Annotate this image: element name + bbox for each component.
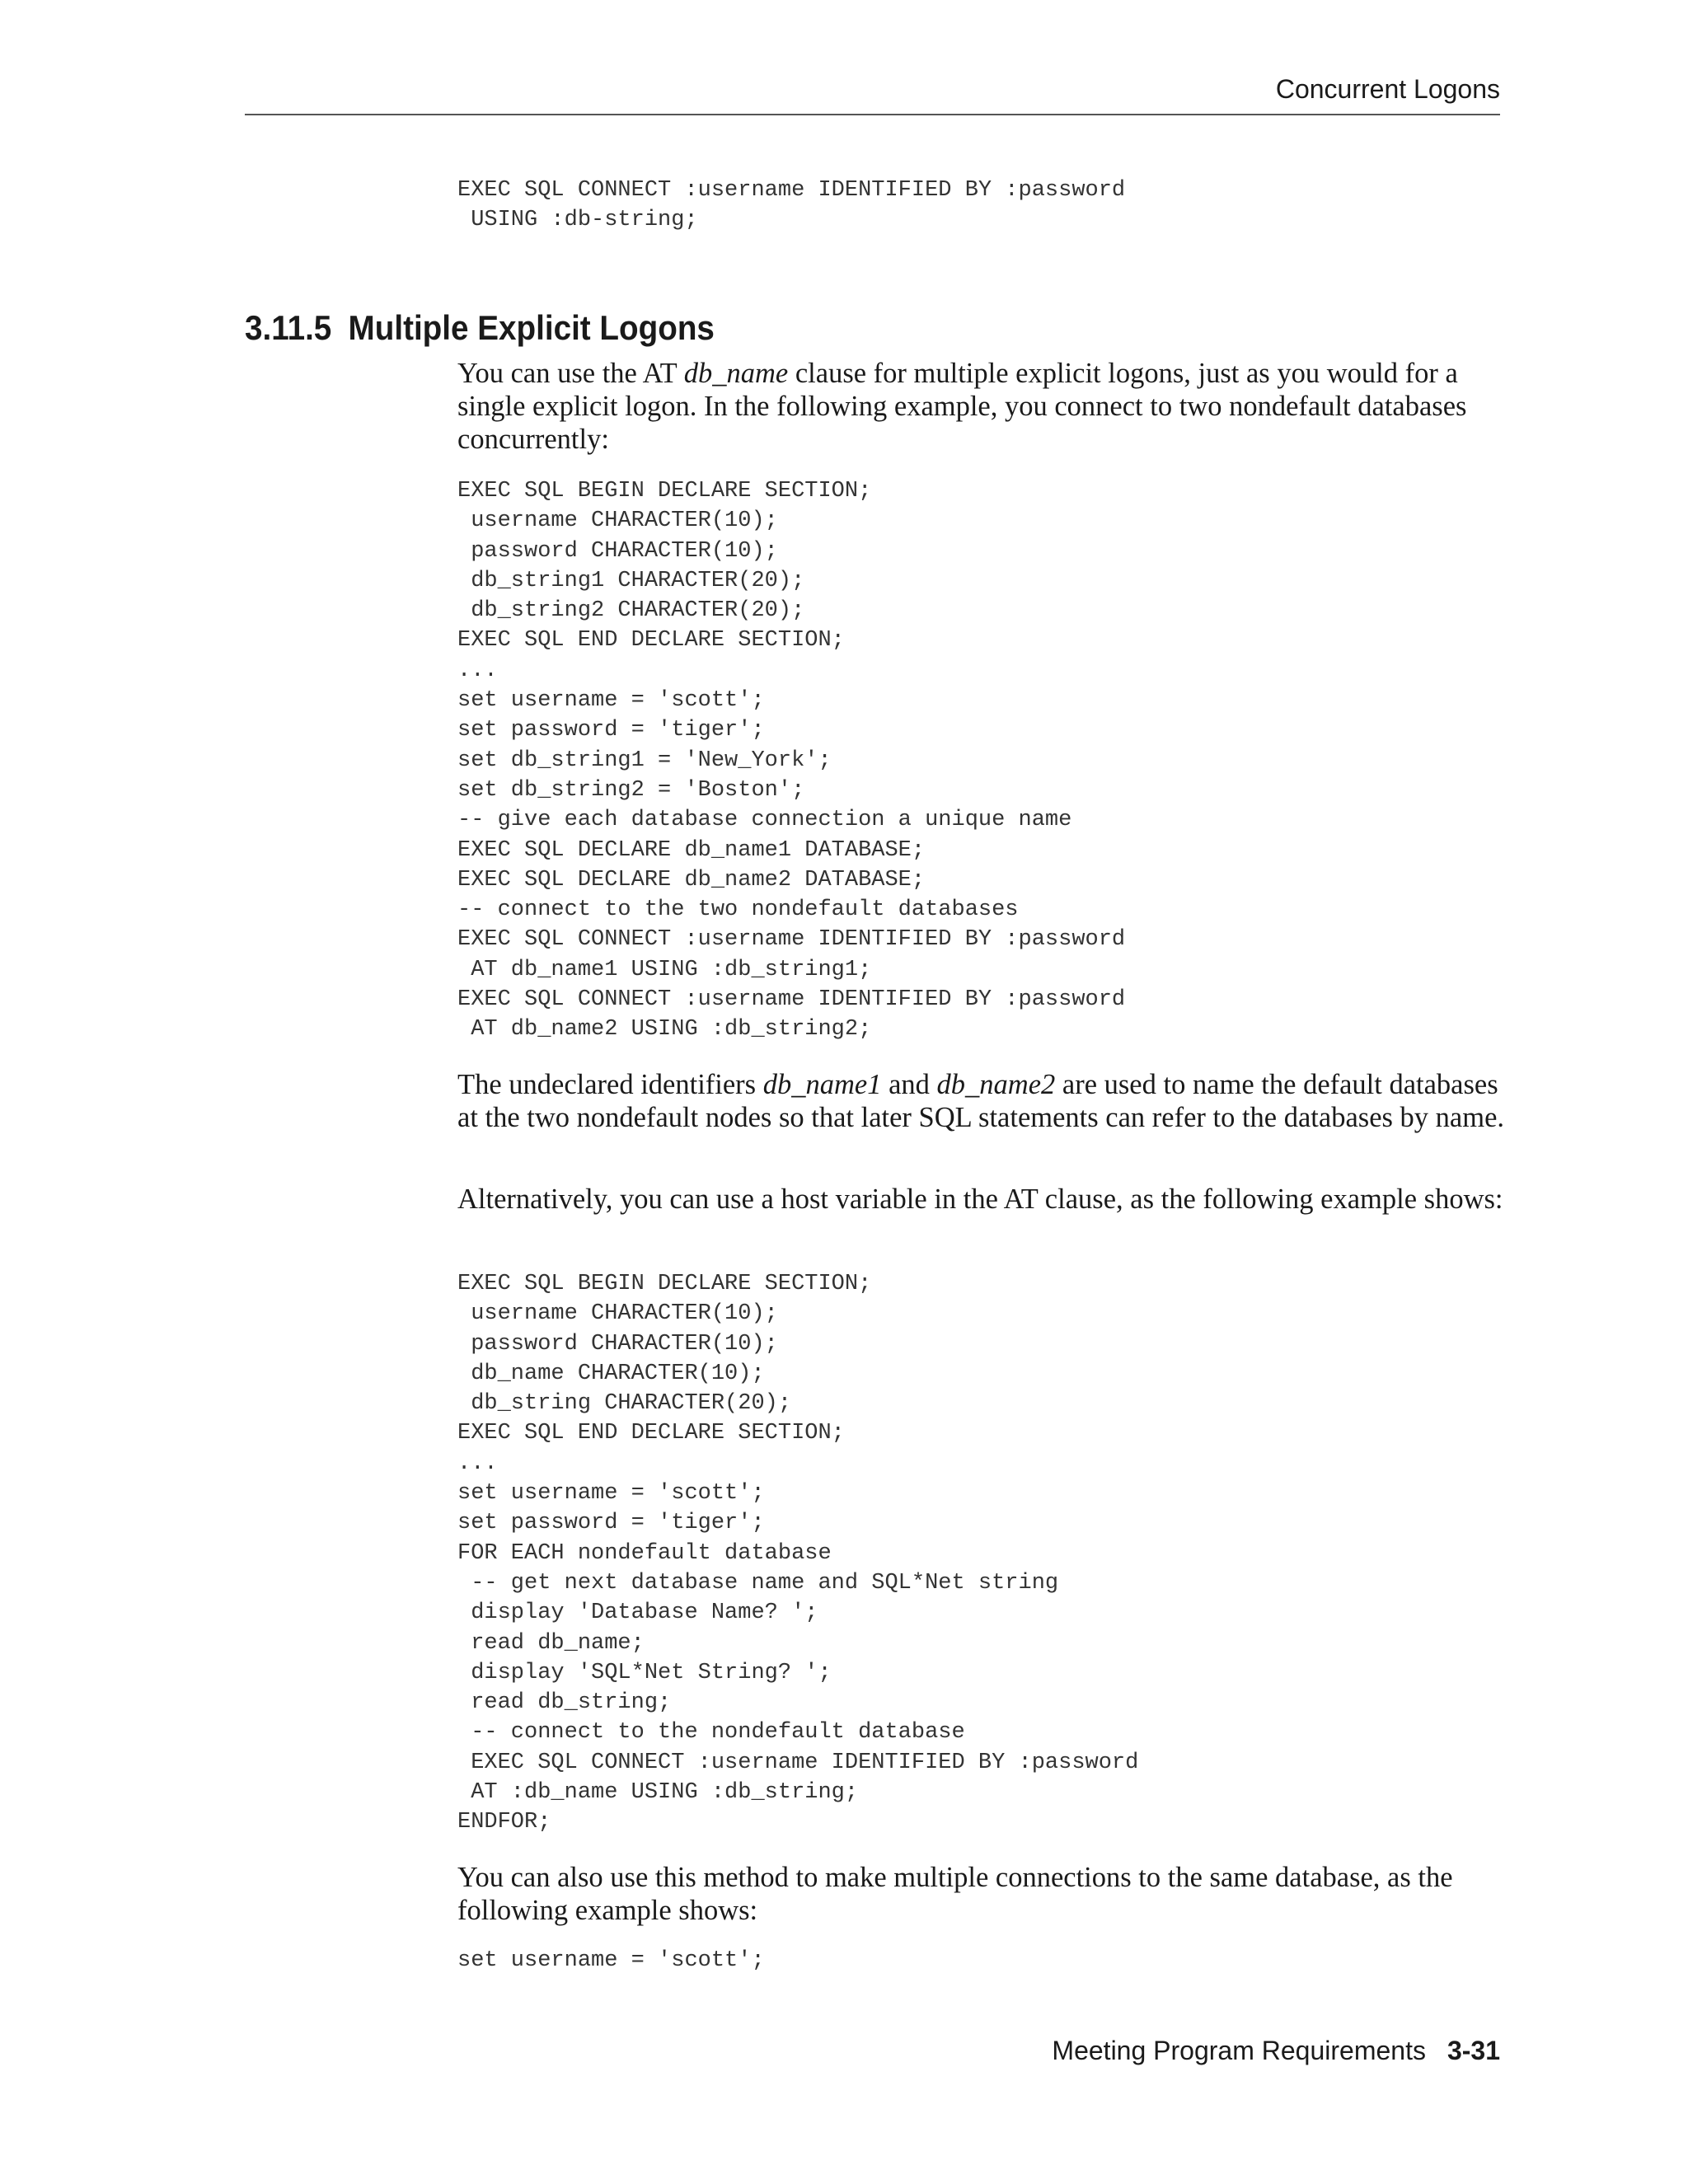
code-block-host-variable <box>457 1269 1138 1838</box>
code-line: ... <box>457 1451 498 1476</box>
code-line: AT db_name1 USING :db_string1; <box>457 957 872 982</box>
paragraph-host-variable: Alternatively, you can use a host variable in the AT clause, as the following example shows: <box>457 1183 1503 1215</box>
code-line: db_name CHARACTER(10); <box>457 1361 765 1386</box>
paragraph-text: clause for multiple explicit logons, just as you would for a single explicit logon. In the following example, you connect to two nondefault databases concurrently: <box>457 358 1467 455</box>
code-line: FOR EACH nondefault database <box>457 1540 832 1566</box>
code-line: set username = 'scott'; <box>457 688 765 714</box>
code-line: display 'Database Name? '; <box>457 1601 818 1626</box>
code-line: -- connect to the two nondefault databases <box>457 898 1019 923</box>
code-line: set password = 'tiger'; <box>457 718 765 743</box>
code-line: EXEC SQL CONNECT :username IDENTIFIED BY :password <box>457 927 1126 953</box>
header-rule <box>245 114 1500 115</box>
paragraph-intro <box>457 357 1508 456</box>
code-line: USING :db-string; <box>457 208 698 233</box>
running-footer <box>1052 2034 1500 2067</box>
code-block-connect <box>457 176 1125 236</box>
code-line: -- get next database name and SQL*Net string <box>457 1570 1059 1596</box>
paragraph-text: and <box>881 1069 937 1100</box>
code-line: EXEC SQL BEGIN DECLARE SECTION; <box>457 1272 872 1296</box>
code-line: read db_name; <box>457 1630 645 1656</box>
code-line: EXEC SQL DECLARE db_name2 DATABASE; <box>457 867 926 893</box>
code-line: AT db_name2 USING :db_string2; <box>457 1017 872 1043</box>
code-block-same-database <box>457 1946 765 1975</box>
code-line: db_string CHARACTER(20); <box>457 1391 792 1417</box>
code-line: EXEC SQL CONNECT :username IDENTIFIED BY :password <box>457 1750 1139 1775</box>
code-line: db_string1 CHARACTER(20); <box>457 568 805 593</box>
code-line: EXEC SQL BEGIN DECLARE SECTION; <box>457 479 872 504</box>
code-line: -- connect to the nondefault database <box>457 1720 965 1746</box>
code-line: display 'SQL*Net String? '; <box>457 1660 832 1685</box>
code-line: EXEC SQL CONNECT :username IDENTIFIED BY :password <box>457 178 1126 203</box>
code-line: password CHARACTER(10); <box>457 1331 778 1357</box>
code-line: ... <box>457 658 498 683</box>
paragraph-text: The undeclared identifiers <box>457 1069 763 1100</box>
paragraph-emphasis: db_name2 <box>936 1069 1056 1100</box>
code-line: set username = 'scott'; <box>457 1481 765 1507</box>
code-line: username CHARACTER(10); <box>457 509 778 534</box>
paragraph-same-database: You can also use this method to make multiple connections to the same database, as the following example shows: <box>457 1862 1453 1926</box>
page-number: 3-31 <box>1447 2036 1500 2065</box>
code-block-two-databases <box>457 476 1125 1045</box>
code-line: -- give each database connection a unique name <box>457 808 1072 833</box>
section-number: 3.11.5 <box>245 308 332 347</box>
paragraph-text: are used to name the default databases at the two nondefault nodes so that later SQL statements can refer to the databases by name. <box>457 1069 1505 1133</box>
paragraph-text: You can use the AT <box>457 358 684 389</box>
code-line: set db_string1 = 'New_York'; <box>457 748 832 773</box>
code-line: EXEC SQL CONNECT :username IDENTIFIED BY :password <box>457 987 1126 1013</box>
code-line: ENDFOR; <box>457 1810 551 1835</box>
section-heading <box>245 307 715 349</box>
code-line: read db_string; <box>457 1690 672 1716</box>
code-line: set username = 'scott'; <box>457 1948 765 1973</box>
paragraph-identifiers <box>457 1068 1508 1134</box>
paragraph-emphasis: db_name1 <box>762 1069 882 1100</box>
code-line: EXEC SQL DECLARE db_name1 DATABASE; <box>457 837 926 863</box>
paragraph-emphasis: db_name <box>683 358 789 389</box>
code-line: EXEC SQL END DECLARE SECTION; <box>457 628 845 654</box>
running-header: Concurrent Logons <box>1275 74 1500 104</box>
code-line: AT :db_name USING :db_string; <box>457 1780 859 1806</box>
code-line: set password = 'tiger'; <box>457 1511 765 1536</box>
footer-chapter: Meeting Program Requirements <box>1052 2036 1426 2065</box>
code-line: password CHARACTER(10); <box>457 538 778 564</box>
code-line: EXEC SQL END DECLARE SECTION; <box>457 1421 845 1446</box>
code-line: db_string2 CHARACTER(20); <box>457 598 805 624</box>
section-title: Multiple Explicit Logons <box>348 308 715 347</box>
code-line: set db_string2 = 'Boston'; <box>457 777 805 803</box>
code-line: username CHARACTER(10); <box>457 1301 778 1327</box>
